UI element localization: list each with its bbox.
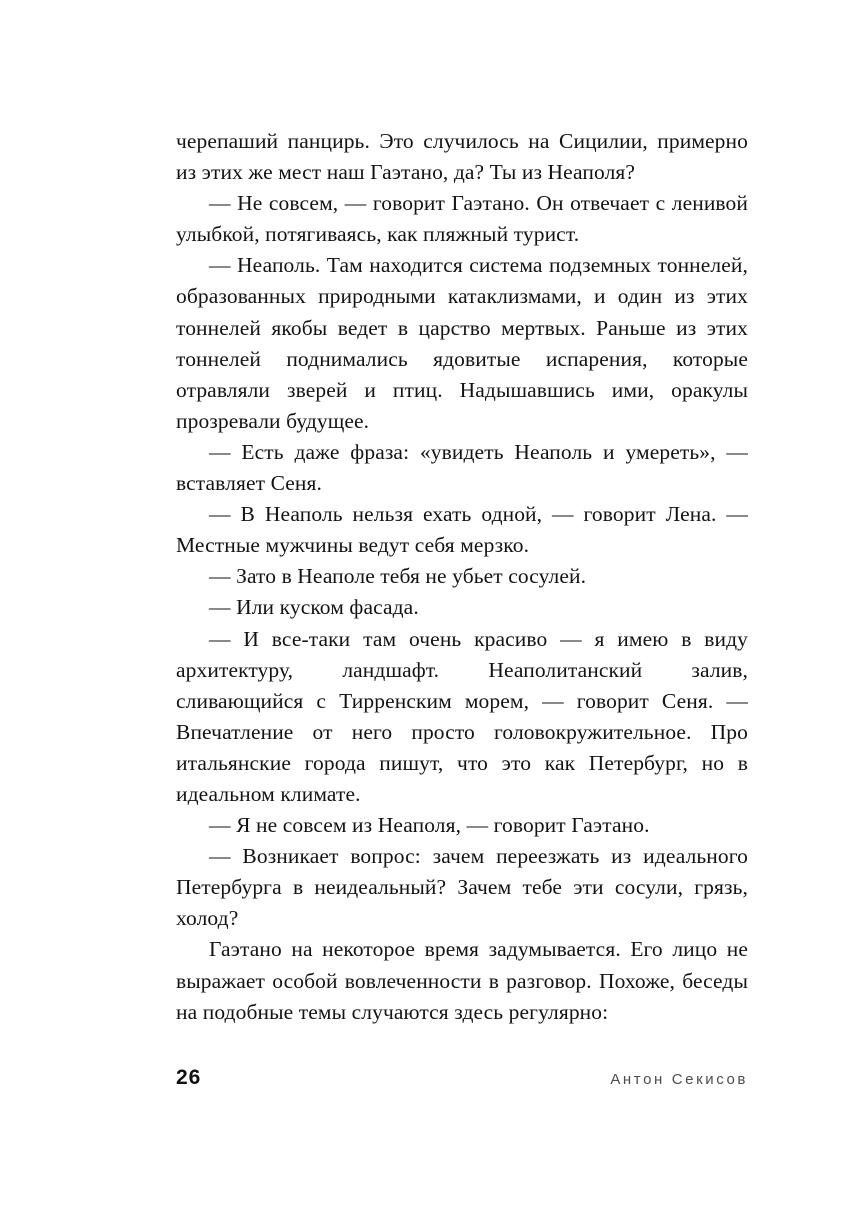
paragraph: Гаэтано на некоторое время задумывается. Его лицо не выражает особой вовлеченности в разговор. Похоже, беседы на подобные темы случаются здесь регулярно: xyxy=(176,937,748,1024)
paragraph: черепаший панцирь. Это случилось на Сицилии, примерно из этих же мест наш Гаэтано, да? Ты из Неаполя? xyxy=(176,129,748,185)
page-footer xyxy=(176,1066,748,1090)
page-text-block xyxy=(176,126,748,1028)
paragraph: — Я не совсем из Неаполя, — говорит Гаэтано. xyxy=(209,813,650,838)
paragraph: — Или куском фасада. xyxy=(209,595,419,620)
paragraph: — Зато в Неаполе тебя не убьет сосулей. xyxy=(209,564,587,589)
paragraph: — В Неаполь нельзя ехать одной, — говорит Лена. — Местные мужчины ведут себя мерзко. xyxy=(176,502,748,558)
paragraph: — Не совсем, — говорит Гаэтано. Он отвечает с ленивой улыбкой, потягиваясь, как пляжный турист. xyxy=(176,191,748,247)
running-title-author: Антон Секисов xyxy=(610,1071,748,1088)
paragraph: — И все-таки там очень красиво — я имею в виду архитектуру, ландшафт. Неаполитанский залив, сливающийся с Тирренским морем, — говорит Сеня. — Впечатление от него просто головокружительное. Про итальянские города пишут, что это как Петербург, но в идеальном климате. xyxy=(176,626,748,806)
paragraph: — Есть даже фраза: «увидеть Неаполь и умереть», — вставляет Сеня. xyxy=(176,439,748,496)
page-number: 26 xyxy=(176,1066,202,1089)
paragraph: — Неаполь. Там находится система подземных тоннелей, образованных природными катаклизмами, и один из этих тоннелей якобы ведет в царство мертвых. Раньше из этих тоннелей поднимались ядовитые испарения, которые отравляли зверей и птиц. Надышавшись ими, оракулы прозревали будущее. xyxy=(176,253,748,433)
paragraph: — Возникает вопрос: зачем переезжать из идеального Петербурга в неидеальный? Зачем тебе эти сосули, грязь, холод? xyxy=(176,844,748,931)
